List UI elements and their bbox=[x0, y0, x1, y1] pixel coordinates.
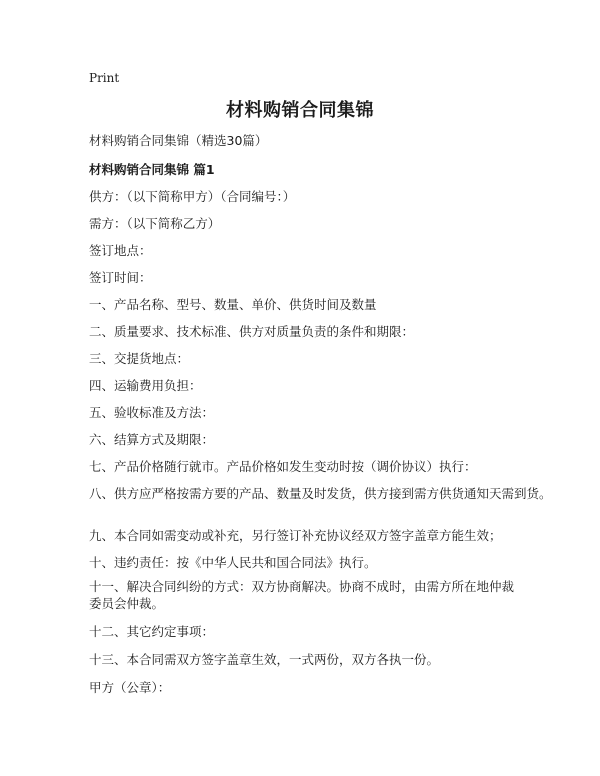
contract-clause-8: 八、供方应严格按需方要的产品、数量及时发货，供方接到需方供货通知天需到货。 bbox=[89, 486, 552, 501]
contract-clause-10: 十、违约责任：按《中华人民共和国合同法》执行。 bbox=[89, 555, 377, 570]
print-link[interactable]: Print bbox=[89, 71, 120, 85]
contract-clause-6: 六、结算方式及期限： bbox=[89, 432, 215, 447]
contract-clause-7: 七、产品价格随行就市。产品价格如发生变动时按（调价协议）执行： bbox=[89, 459, 477, 474]
contract-line-signing-time: 签订时间： bbox=[89, 270, 152, 285]
contract-clause-12: 十二、其它约定事项： bbox=[89, 624, 215, 639]
contract-clause-2: 二、质量要求、技术标准、供方对质量负责的条件和期限： bbox=[89, 324, 415, 339]
contract-clause-13: 十三、本合同需双方签字盖章生效，一式两份，双方各执一份。 bbox=[89, 652, 440, 667]
contract-clause-1: 一、产品名称、型号、数量、单价、供货时间及数量 bbox=[89, 297, 377, 312]
contract-clause-11: 十一、解决合同纠纷的方式：双方协商解决。协商不成时，由需方所在地仲裁委员会仲裁。 bbox=[89, 579, 515, 611]
contract-clause-4: 四、运输费用负担： bbox=[89, 378, 202, 393]
contract-clause-9: 九、本合同如需变动或补充，另行签订补充协议经双方签字盖章方能生效； bbox=[89, 528, 502, 543]
contract-line-supplier: 供方：（以下简称甲方）（合同编号：） bbox=[89, 189, 296, 204]
contract-clause-3: 三、交提货地点： bbox=[89, 351, 190, 366]
contract-line-signing-place: 签订地点： bbox=[89, 243, 152, 258]
contract-clause-5: 五、验收标准及方法： bbox=[89, 405, 215, 420]
party-a-seal-line: 甲方（公章）： bbox=[89, 680, 171, 695]
document-subtitle: 材料购销合同集锦（精选30篇） bbox=[89, 133, 268, 148]
document-title: 材料购销合同集锦 bbox=[226, 100, 374, 121]
section-heading: 材料购销合同集锦 篇1 bbox=[89, 162, 215, 177]
contract-line-buyer: 需方：（以下简称乙方） bbox=[89, 216, 221, 231]
